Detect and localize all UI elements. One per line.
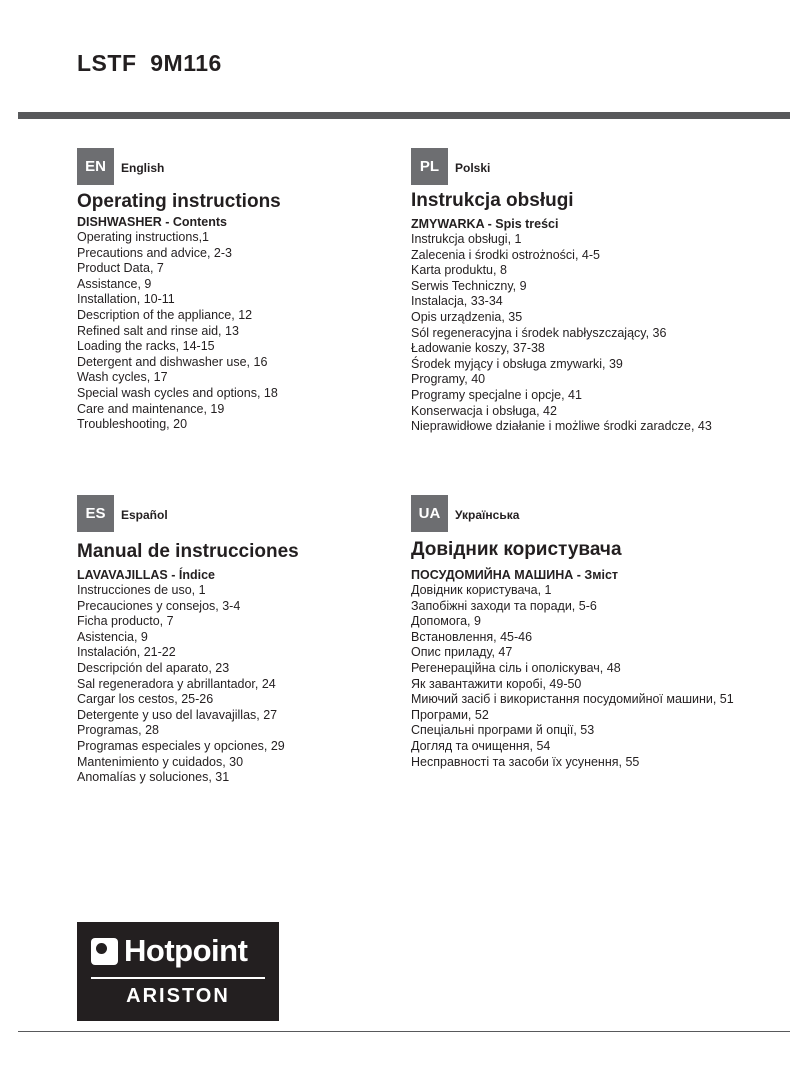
contents-item: Спеціальні програми й опції, 53 <box>411 723 595 738</box>
language-name: English <box>121 160 165 175</box>
language-code-badge: EN <box>77 148 114 185</box>
contents-list <box>77 583 457 786</box>
contents-item: Assistance, 9 <box>77 276 152 291</box>
contents-list <box>411 583 791 770</box>
contents-item: Nieprawidłowe działanie i możliwe środki zaradcze, 43 <box>411 419 712 434</box>
contents-item: Programas, 28 <box>77 723 159 738</box>
contents-item: Миючий засіб і використання посудомийної машини, 51 <box>411 692 734 707</box>
language-code-badge: ES <box>77 495 114 532</box>
contents-item: Cargar los cestos, 25-26 <box>77 692 214 707</box>
contents-item: Asistencia, 9 <box>77 629 148 644</box>
contents-item: Несправності та засоби їх усунення, 55 <box>411 754 640 769</box>
model-title: LSTF 9M116 <box>77 50 222 76</box>
bottom-divider <box>18 1031 790 1032</box>
contents-item: Description of the appliance, 12 <box>77 307 253 322</box>
contents-item: Programas especiales y opciones, 29 <box>77 738 285 753</box>
contents-item: Ficha producto, 7 <box>77 614 174 629</box>
logo-top-row <box>91 934 247 968</box>
language-code-badge: UA <box>411 495 448 532</box>
section-spanish <box>77 495 457 786</box>
contents-item: Ładowanie koszy, 37-38 <box>411 341 545 356</box>
language-header <box>77 495 457 532</box>
contents-heading: ZMYWARKA - Spis treści <box>411 217 559 231</box>
contents-item: Instrukcja obsługi, 1 <box>411 232 522 246</box>
hotpoint-ariston-logo <box>77 922 279 1021</box>
contents-item: Środek myjący i obsługa zmywarki, 39 <box>411 356 623 371</box>
top-divider <box>18 112 790 119</box>
contents-item: Wash cycles, 17 <box>77 370 168 385</box>
contents-item: Refined salt and rinse aid, 13 <box>77 323 239 338</box>
contents-item: Serwis Techniczny, 9 <box>411 278 527 293</box>
language-name: Español <box>121 507 168 522</box>
contents-item: Mantenimiento y cuidados, 30 <box>77 754 244 769</box>
contents-item: Programy specjalne i opcje, 41 <box>411 387 582 402</box>
contents-item: Регенераційна сіль і ополіскувач, 48 <box>411 660 621 675</box>
contents-item: Precauciones y consejos, 3-4 <box>77 598 241 613</box>
contents-item: Програми, 52 <box>411 707 489 722</box>
contents-heading: LAVAVAJILLAS - Índice <box>77 568 215 582</box>
language-header <box>411 148 791 185</box>
contents-item: Loading the racks, 14-15 <box>77 339 215 354</box>
language-name: Українська <box>455 507 520 522</box>
contents-item: Opis urządzenia, 35 <box>411 309 523 324</box>
contents-item: Special wash cycles and options, 18 <box>77 385 278 400</box>
contents-item: Sal regeneradora y abrillantador, 24 <box>77 676 276 691</box>
contents-item: Запобіжні заходи та поради, 5-6 <box>411 598 597 613</box>
contents-heading: DISHWASHER - Contents <box>77 215 227 229</box>
contents-item: Operating instructions,1 <box>77 230 210 244</box>
section-english <box>77 148 457 433</box>
contents-heading: ПОСУДОМИЙНА МАШИНА - Зміст <box>411 568 619 582</box>
section-ukrainian <box>411 495 791 770</box>
contents-list <box>411 232 791 435</box>
hotpoint-mark-icon <box>91 938 118 965</box>
section-title: Manual de instrucciones <box>77 541 299 562</box>
section-title: Довідник користувача <box>411 539 622 560</box>
contents-item: Descripción del aparato, 23 <box>77 660 230 675</box>
language-code-badge: PL <box>411 148 448 185</box>
section-title: Instrukcja obsługi <box>411 190 574 211</box>
contents-item: Detergente y uso del lavavajillas, 27 <box>77 707 278 722</box>
contents-item: Sól regeneracyjna i środek nabłyszczający, 36 <box>411 325 667 340</box>
contents-item: Installation, 10-11 <box>77 292 175 307</box>
contents-item: Встановлення, 45-46 <box>411 629 533 644</box>
language-header <box>411 495 791 532</box>
contents-item: Karta produktu, 8 <box>411 263 507 278</box>
logo-divider <box>91 977 265 979</box>
logo-sub-text: ARISTON <box>126 985 230 1007</box>
contents-item: Як завантажити коробі, 49-50 <box>411 676 582 691</box>
contents-item: Zalecenia i środki ostrożności, 4-5 <box>411 247 600 262</box>
contents-item: Instrucciones de uso, 1 <box>77 583 206 597</box>
contents-item: Product Data, 7 <box>77 261 164 276</box>
contents-item: Precautions and advice, 2-3 <box>77 245 232 260</box>
logo-brand-text: Hotpoint <box>124 933 248 968</box>
contents-item: Konserwacja i obsługa, 42 <box>411 403 557 418</box>
section-polish <box>411 148 791 435</box>
contents-item: Instalación, 21-22 <box>77 645 176 660</box>
contents-item: Догляд та очищення, 54 <box>411 738 551 753</box>
contents-item: Detergent and dishwasher use, 16 <box>77 354 268 369</box>
section-title: Operating instructions <box>77 191 281 212</box>
language-header <box>77 148 457 185</box>
contents-item: Опис приладу, 47 <box>411 645 513 660</box>
contents-item: Care and maintenance, 19 <box>77 401 225 416</box>
contents-item: Troubleshooting, 20 <box>77 417 188 432</box>
contents-item: Довідник користувача, 1 <box>411 583 552 597</box>
contents-item: Anomalías y soluciones, 31 <box>77 770 230 785</box>
language-name: Polski <box>455 160 491 175</box>
contents-item: Допомога, 9 <box>411 614 481 629</box>
contents-list <box>77 230 457 433</box>
contents-item: Programy, 40 <box>411 372 486 387</box>
contents-item: Instalacja, 33-34 <box>411 294 503 309</box>
